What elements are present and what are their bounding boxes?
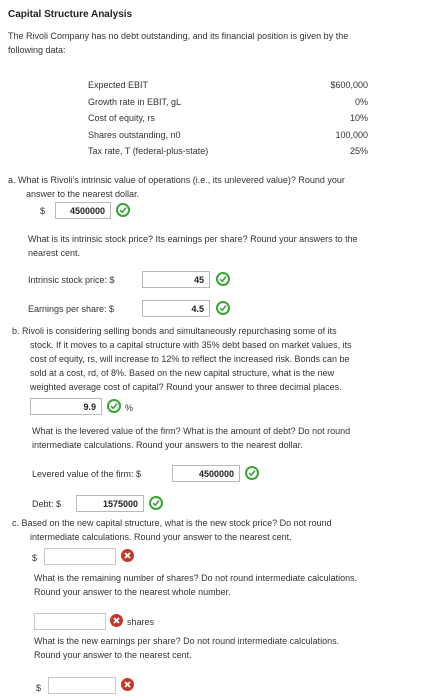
check-icon	[216, 272, 230, 286]
question-b-part2: What is the levered value of the firm? What is the amount of debt? Do not round intermediate calculations. Round your answers to the nearest dollar.	[32, 426, 351, 450]
check-icon	[107, 399, 121, 413]
unlevered-value-input[interactable]: 4500000	[55, 202, 111, 219]
stock-price-input[interactable]: 45	[142, 271, 210, 288]
eps-label: Earnings per share: $	[28, 304, 115, 314]
levered-value-label: Levered value of the firm: $	[32, 469, 142, 479]
check-icon	[216, 301, 230, 315]
x-icon	[121, 549, 134, 562]
debt-input[interactable]: 1575000	[76, 495, 144, 512]
question-b: b. Rivoli is considering selling bonds and simultaneously repurchasing some of its stock. If it moves to a capital structure with 35% debt based on market values, its cost of equity, rs, will increase to 12% to reflect the increased risk. Bonds can be sold at a cost, rd, of 8%. Based on the new capital structure, what is the new weighted average cost of capital? Round your answer to three decimal places.	[12, 326, 352, 392]
x-icon	[110, 614, 123, 627]
table-label-shares: Shares outstanding, n0	[88, 129, 181, 140]
question-a-part2: What is its intrinsic stock price? Its earnings per share? Round your answers to the nearest cent.	[28, 234, 358, 258]
check-icon	[245, 466, 259, 480]
x-icon	[121, 678, 134, 691]
table-value-growth: 0%	[354, 96, 368, 107]
debt-label: Debt: $	[32, 499, 62, 509]
table-value-tax: 25%	[349, 146, 368, 156]
percent-sign: %	[125, 403, 134, 413]
page-title: Capital Structure Analysis	[8, 9, 133, 20]
table-label-growth: Growth rate in EBIT, gL	[88, 96, 182, 107]
table-value-shares: 100,000	[335, 129, 368, 140]
question-c-part3: What is the new earnings per share? Do not round intermediate calculations. Round your answer to the nearest cent.	[34, 636, 340, 660]
question-c-part2: What is the remaining number of shares? Do not round intermediate calculations. Round your answer to the nearest whole number.	[34, 573, 358, 597]
question-c: c. Based on the new capital structure, what is the new stock price? Do not round intermediate calculations. Round your answer to the nearest cent.	[12, 518, 332, 542]
check-icon	[149, 496, 163, 510]
new-stock-price-input[interactable]	[44, 548, 116, 565]
eps-input[interactable]: 4.5	[142, 300, 210, 317]
table-value-cost-equity: 10%	[349, 113, 368, 123]
table-value-ebit: $600,000	[330, 80, 368, 90]
dollar-sign: $	[32, 553, 38, 563]
shares-label: shares	[127, 617, 155, 627]
new-eps-input[interactable]	[48, 677, 116, 694]
table-label-cost-equity: Cost of equity, rs	[88, 113, 155, 123]
table-label-ebit: Expected EBIT	[88, 80, 149, 90]
stock-price-label: Intrinsic stock price: $	[28, 275, 115, 285]
intro-text: The Rivoli Company has no debt outstanding, and its financial position is given by the following data:	[8, 31, 349, 55]
table-label-tax: Tax rate, T (federal-plus-state)	[88, 146, 209, 156]
dollar-sign: $	[36, 683, 42, 693]
remaining-shares-input[interactable]	[34, 613, 106, 630]
data-table-values	[270, 77, 368, 160]
question-a: a. What is Rivoli's intrinsic value of operations (i.e., its unlevered value)? Round your answer to the nearest dollar.	[8, 175, 345, 199]
check-icon	[116, 203, 130, 217]
levered-value-input[interactable]: 4500000	[172, 465, 240, 482]
wacc-input[interactable]: 9.9	[30, 398, 102, 415]
dollar-sign: $	[40, 206, 46, 216]
